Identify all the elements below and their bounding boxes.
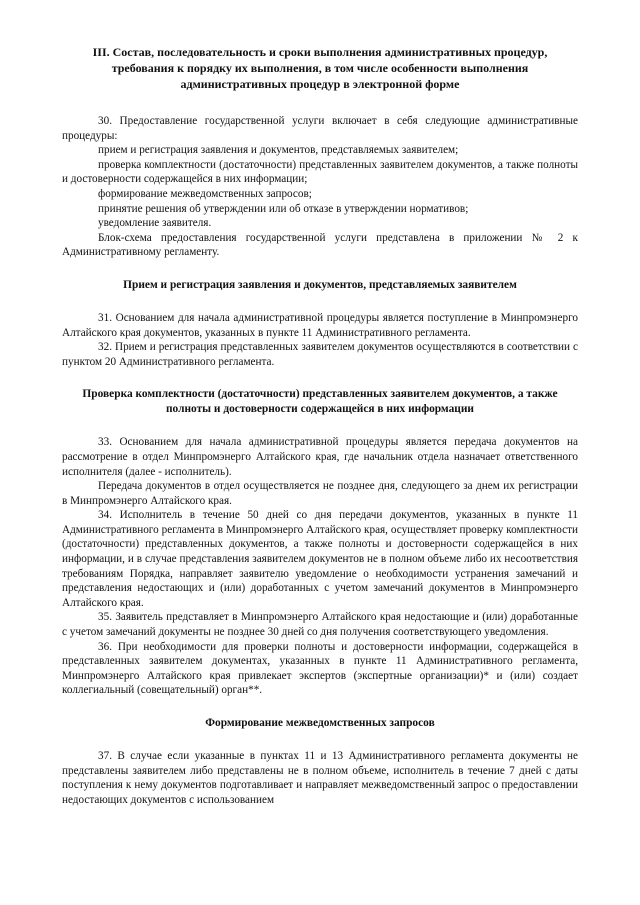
document-page — [62, 44, 578, 807]
subsection-title-reception: Прием и регистрация заявления и документов, представляемых заявителем — [123, 278, 517, 291]
paragraph-33-transfer: Передача документов в отдел осуществляется не позднее дня, следующего за днем их регистрации в Минпромэнерго Алтайского края. — [62, 480, 578, 507]
paragraph-32: 32. Прием и регистрация представленных заявителем документов осуществляются в соответствии с пунктом 20 Административного регламента. — [62, 341, 578, 368]
section-title: III. Состав, последовательность и сроки выполнения административных процедур, требования к порядку их выполнения, в том числе особенности выполнения административных процедур в электронной форме — [92, 45, 548, 91]
paragraph-34: 34. Исполнитель в течение 50 дней со дня передачи документов, указанных в пункте 11 Административного регламента в Минпромэнерго Алтайского края, осуществляет проверку комплектности (достаточности) представленных документов, а также полноты и достоверности содержащейся в них информации, и в случае представления заявителем документов не в полном объеме либо их несоответствия требованиям Порядка, направляет заявителю уведомление о необходимости устранения замечаний и представления недостающих и (или) доработанных с учетом замечаний документов в Минпромэнерго Алтайского края. — [62, 509, 578, 609]
list-item: формирование межведомственных запросов; — [98, 187, 312, 200]
paragraph-30: 30. Предоставление государственной услуги включает в себя следующие административные процедуры: — [62, 115, 578, 142]
paragraph-36: 36. При необходимости для проверки полноты и достоверности информации, содержащейся в представленных заявителем документах, указанных в пункте 11 Административного регламента, Минпромэнерго Алтайского края привлекает экспертов (экспертные организации)* и (или) создает коллегиальный (совещательный) орган**. — [62, 640, 578, 697]
paragraph-31: 31. Основанием для начала административной процедуры является поступление в Минпромэнерго Алтайского края документов, указанных в пункте 11 Административного регламента. — [62, 311, 578, 339]
list-item: принятие решения об утверждении или об отказе в утверждении нормативов; — [98, 202, 469, 215]
paragraph-35: 35. Заявитель представляет в Минпромэнерго Алтайского края недостающие и (или) доработанные с учетом замечаний документы не позднее 30 дней со дня получения соответствующего уведомления. — [62, 611, 578, 639]
list-item: уведомление заявителя. — [98, 217, 212, 230]
paragraph-30-scheme: Блок-схема предоставления государственной услуги представлена в приложении № 2 к Административному регламенту. — [62, 231, 578, 259]
paragraph-37: 37. В случае если указанные в пунктах 11 и 13 Административного регламента документы не представлены заявителем либо представлены не в полном объеме, исполнитель в течение 7 дней с даты поступления к нему документов подготавливает и направляет межведомственный запрос о предоставлении недостающих документов с использованием — [62, 750, 578, 806]
subsection-title-requests: Формирование межведомственных запросов — [205, 717, 435, 729]
paragraph-33: 33. Основанием для начала административной процедуры является передача документов на рассмотрение в отдел Минпромэнерго Алтайского края, где начальник отдела назначает ответственного исполнителя (далее - исполнитель). — [62, 436, 578, 478]
list-item: проверка комплектности (достаточности) представленных заявителем документов, а также полноты и достоверности содержащейся в них информации; — [62, 158, 578, 186]
subsection-title-verification: Проверка комплектности (достаточности) представленных заявителем документов, а также полноты и достоверности содержащейся в них информации — [82, 388, 558, 416]
list-item: прием и регистрация заявления и документов, представляемых заявителем; — [98, 144, 459, 157]
